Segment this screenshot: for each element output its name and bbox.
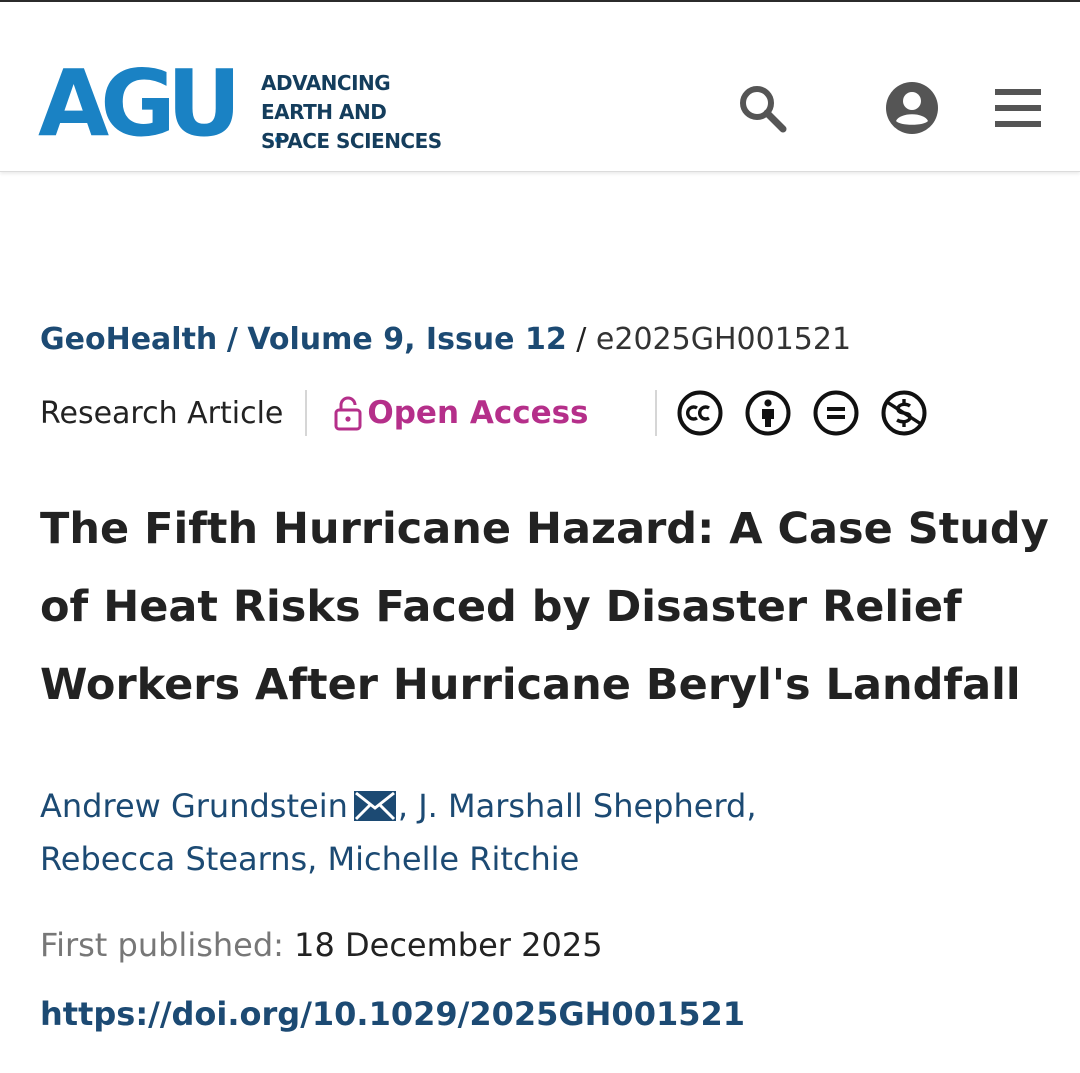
search-icon bbox=[734, 80, 790, 136]
email-icon[interactable] bbox=[354, 791, 396, 821]
site-header bbox=[0, 0, 1080, 172]
license-icons[interactable] bbox=[677, 390, 927, 436]
nc-icon bbox=[881, 390, 927, 436]
divider bbox=[305, 390, 307, 436]
author-link[interactable]: Michelle Ritchie bbox=[327, 840, 580, 878]
article-type: Research Article bbox=[40, 395, 284, 431]
author-link[interactable]: J. Marshall Shepherd bbox=[418, 787, 747, 825]
published-label: First published: bbox=[40, 926, 284, 964]
breadcrumb-volume-issue[interactable]: Volume 9, Issue 12 bbox=[247, 322, 567, 357]
account-icon bbox=[884, 80, 940, 136]
author-link[interactable]: Andrew Grundstein bbox=[40, 787, 348, 825]
article-title: The Fifth Hurricane Hazard: A Case Study of Heat Risks Faced by Disaster Relief Workers After Hurricane Beryl's Landfall bbox=[40, 504, 1049, 710]
divider bbox=[655, 390, 657, 436]
publication-date bbox=[40, 922, 603, 968]
open-access-badge bbox=[333, 395, 588, 431]
menu-button[interactable] bbox=[990, 80, 1046, 136]
logo-tagline-line: EARTH AND bbox=[261, 100, 387, 124]
logo-tagline-line: ADVANCING bbox=[261, 71, 391, 95]
menu-icon bbox=[990, 80, 1046, 136]
author-list: Andrew Grundstein , J. Marshall Shepherd, Rebecca Stearns, Michelle Ritchie bbox=[40, 787, 757, 878]
account-button[interactable] bbox=[884, 80, 940, 136]
breadcrumb bbox=[40, 320, 851, 360]
breadcrumb-separator: / bbox=[226, 322, 238, 357]
published-date: 18 December 2025 bbox=[294, 926, 603, 964]
nd-icon bbox=[813, 390, 859, 436]
doi-link[interactable]: https://doi.org/10.1029/2025GH001521 bbox=[40, 995, 746, 1033]
author-link[interactable]: Rebecca Stearns bbox=[40, 840, 308, 878]
search-button[interactable] bbox=[734, 80, 790, 136]
breadcrumb-journal[interactable]: GeoHealth bbox=[40, 322, 218, 357]
logo-tagline bbox=[261, 69, 442, 156]
article-meta-row bbox=[40, 388, 927, 438]
open-access-label: Open Access bbox=[367, 395, 589, 431]
logo-tagline-line: SPACE SCIENCES bbox=[261, 129, 442, 153]
by-icon bbox=[745, 390, 791, 436]
logo-wordmark: AGU bbox=[38, 50, 233, 157]
open-lock-icon bbox=[333, 395, 363, 431]
breadcrumb-separator: / bbox=[576, 322, 587, 357]
breadcrumb-article-id: e2025GH001521 bbox=[595, 322, 852, 357]
cc-icon bbox=[677, 390, 723, 436]
agu-logo[interactable] bbox=[38, 50, 442, 157]
